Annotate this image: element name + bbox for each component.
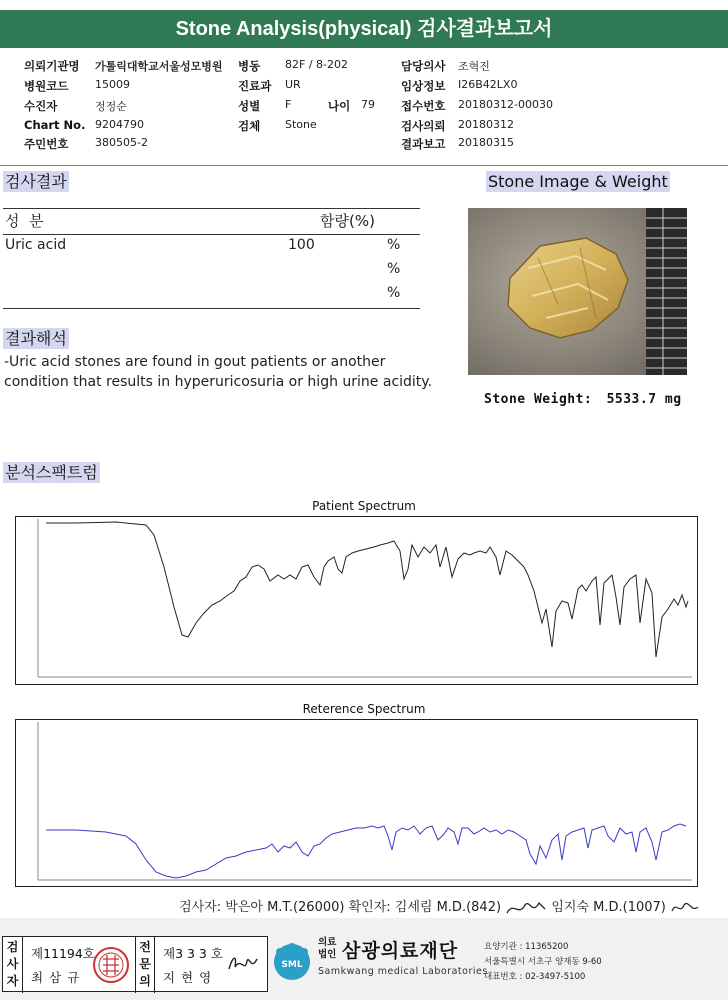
address: 서울특별시 서초구 양재동 9-60	[484, 957, 602, 967]
receipt-value: 20180312-00030	[458, 98, 553, 111]
chart-value: 9204790	[95, 118, 144, 131]
sml-logo-icon	[272, 938, 312, 982]
confirmer: 확인자: 김세림 M.D.(842)	[348, 900, 502, 915]
brand-prefix-1: 의료	[318, 937, 337, 948]
stone-weight-value: 5533.7 mg	[606, 392, 682, 407]
patient-spectrum-chart	[15, 516, 698, 685]
doctor-label: 담당의사	[401, 59, 446, 73]
patient-info	[0, 53, 728, 166]
brand-name: 삼광의료재단	[342, 940, 459, 962]
stone-image	[468, 208, 687, 375]
result-unit: %	[387, 261, 401, 277]
cert1-number: 제11194호	[31, 946, 95, 961]
sex-value: F	[285, 98, 292, 111]
cert1-label: 검사자	[3, 937, 23, 993]
results-title: 검사결과	[5, 172, 67, 191]
specimen-value: Stone	[285, 118, 317, 131]
facility-code: 요양기관 : 11365200	[484, 942, 569, 952]
institution-label: 의뢰기관명	[24, 59, 80, 73]
certification-box	[2, 936, 268, 992]
results-bottom-rule	[3, 308, 420, 309]
request-value: 20180312	[458, 118, 514, 131]
institution-value: 가톨릭대학교서울성모병원	[95, 60, 223, 73]
clinical-label: 임상정보	[401, 79, 446, 93]
result-value: 100	[288, 237, 315, 253]
request-label: 검사의뢰	[401, 119, 446, 133]
results-top-rule	[3, 208, 420, 209]
cert2-name: 지 현 영	[163, 970, 213, 985]
chart-label: Chart No.	[24, 118, 86, 132]
department-label: 진료과	[238, 79, 272, 93]
footer	[0, 918, 728, 1000]
patient-spectrum-svg	[16, 517, 697, 684]
reference-spectrum-chart	[15, 719, 698, 887]
report-label: 결과보고	[401, 137, 446, 151]
age-value: 79	[361, 98, 375, 111]
component-header: 성 분	[5, 212, 44, 230]
resident-label: 주민번호	[24, 137, 69, 151]
stone-title: Stone Image & Weight	[488, 172, 668, 191]
inspector-line	[179, 896, 700, 919]
interpretation-title: 결과해석	[5, 329, 67, 348]
patient-value: 정정순	[95, 100, 127, 113]
results-header-rule	[3, 234, 420, 235]
specimen-label: 검체	[238, 119, 261, 133]
inspector: 검사자: 박은아 M.T.(26000)	[179, 900, 345, 915]
ward-label: 병동	[238, 59, 261, 73]
hospital-code-label: 병원코드	[24, 79, 69, 93]
patient-spectrum-title: Patient Spectrum	[312, 499, 416, 513]
brand-prefix	[318, 937, 336, 961]
ward-value: 82F / 8-202	[285, 58, 348, 71]
result-unit: %	[387, 285, 401, 301]
stone-photo	[468, 208, 687, 375]
cert1-name: 최 삼 규	[31, 970, 81, 985]
report-value: 20180315	[458, 136, 514, 149]
result-unit: %	[387, 237, 401, 253]
tick-label: -	[30, 520, 32, 524]
signature-icon	[225, 949, 261, 979]
stone-weight-label: Stone Weight:	[484, 392, 593, 407]
cert2-number: 제3 3 3 호	[163, 946, 223, 961]
second-confirmer: 임지숙 M.D.(1007)	[551, 900, 666, 915]
content-header: 함량(%)	[320, 212, 375, 230]
sex-label: 성별	[238, 99, 261, 113]
department-value: UR	[285, 78, 301, 91]
cert2-label: 전문의	[135, 937, 155, 993]
logo-text: SML	[281, 960, 303, 970]
doctor-value: 조혁진	[458, 60, 490, 73]
receipt-label: 접수번호	[401, 99, 446, 113]
result-component: Uric acid	[5, 237, 67, 253]
brand-prefix-2: 법인	[318, 949, 337, 960]
resident-value: 380505-2	[95, 136, 148, 149]
stone-weight	[484, 392, 682, 407]
interpretation-text: -Uric acid stones are found in gout patients or another condition that results in hyperuricosuria or high urine acidity.	[4, 354, 433, 390]
brand-english: Samkwang medical Laboratories	[318, 966, 488, 977]
reference-spectrum-title: Reterence Spectrum	[302, 702, 426, 716]
seal-icon	[93, 947, 129, 983]
phone: 대표번호 : 02-3497-5100	[484, 972, 586, 982]
spectrum-title: 분석스팩트럼	[5, 463, 98, 482]
hospital-code-value: 15009	[95, 78, 130, 91]
reference-spectrum-svg	[16, 720, 697, 886]
age-label: 나이	[328, 99, 351, 113]
clinical-value: I26B42LX0	[458, 78, 518, 91]
report-title: Stone Analysis(physical) 검사결과보고서	[0, 10, 728, 48]
patient-label: 수진자	[24, 99, 58, 113]
signature-icon	[505, 897, 547, 919]
signature-icon	[670, 897, 700, 919]
